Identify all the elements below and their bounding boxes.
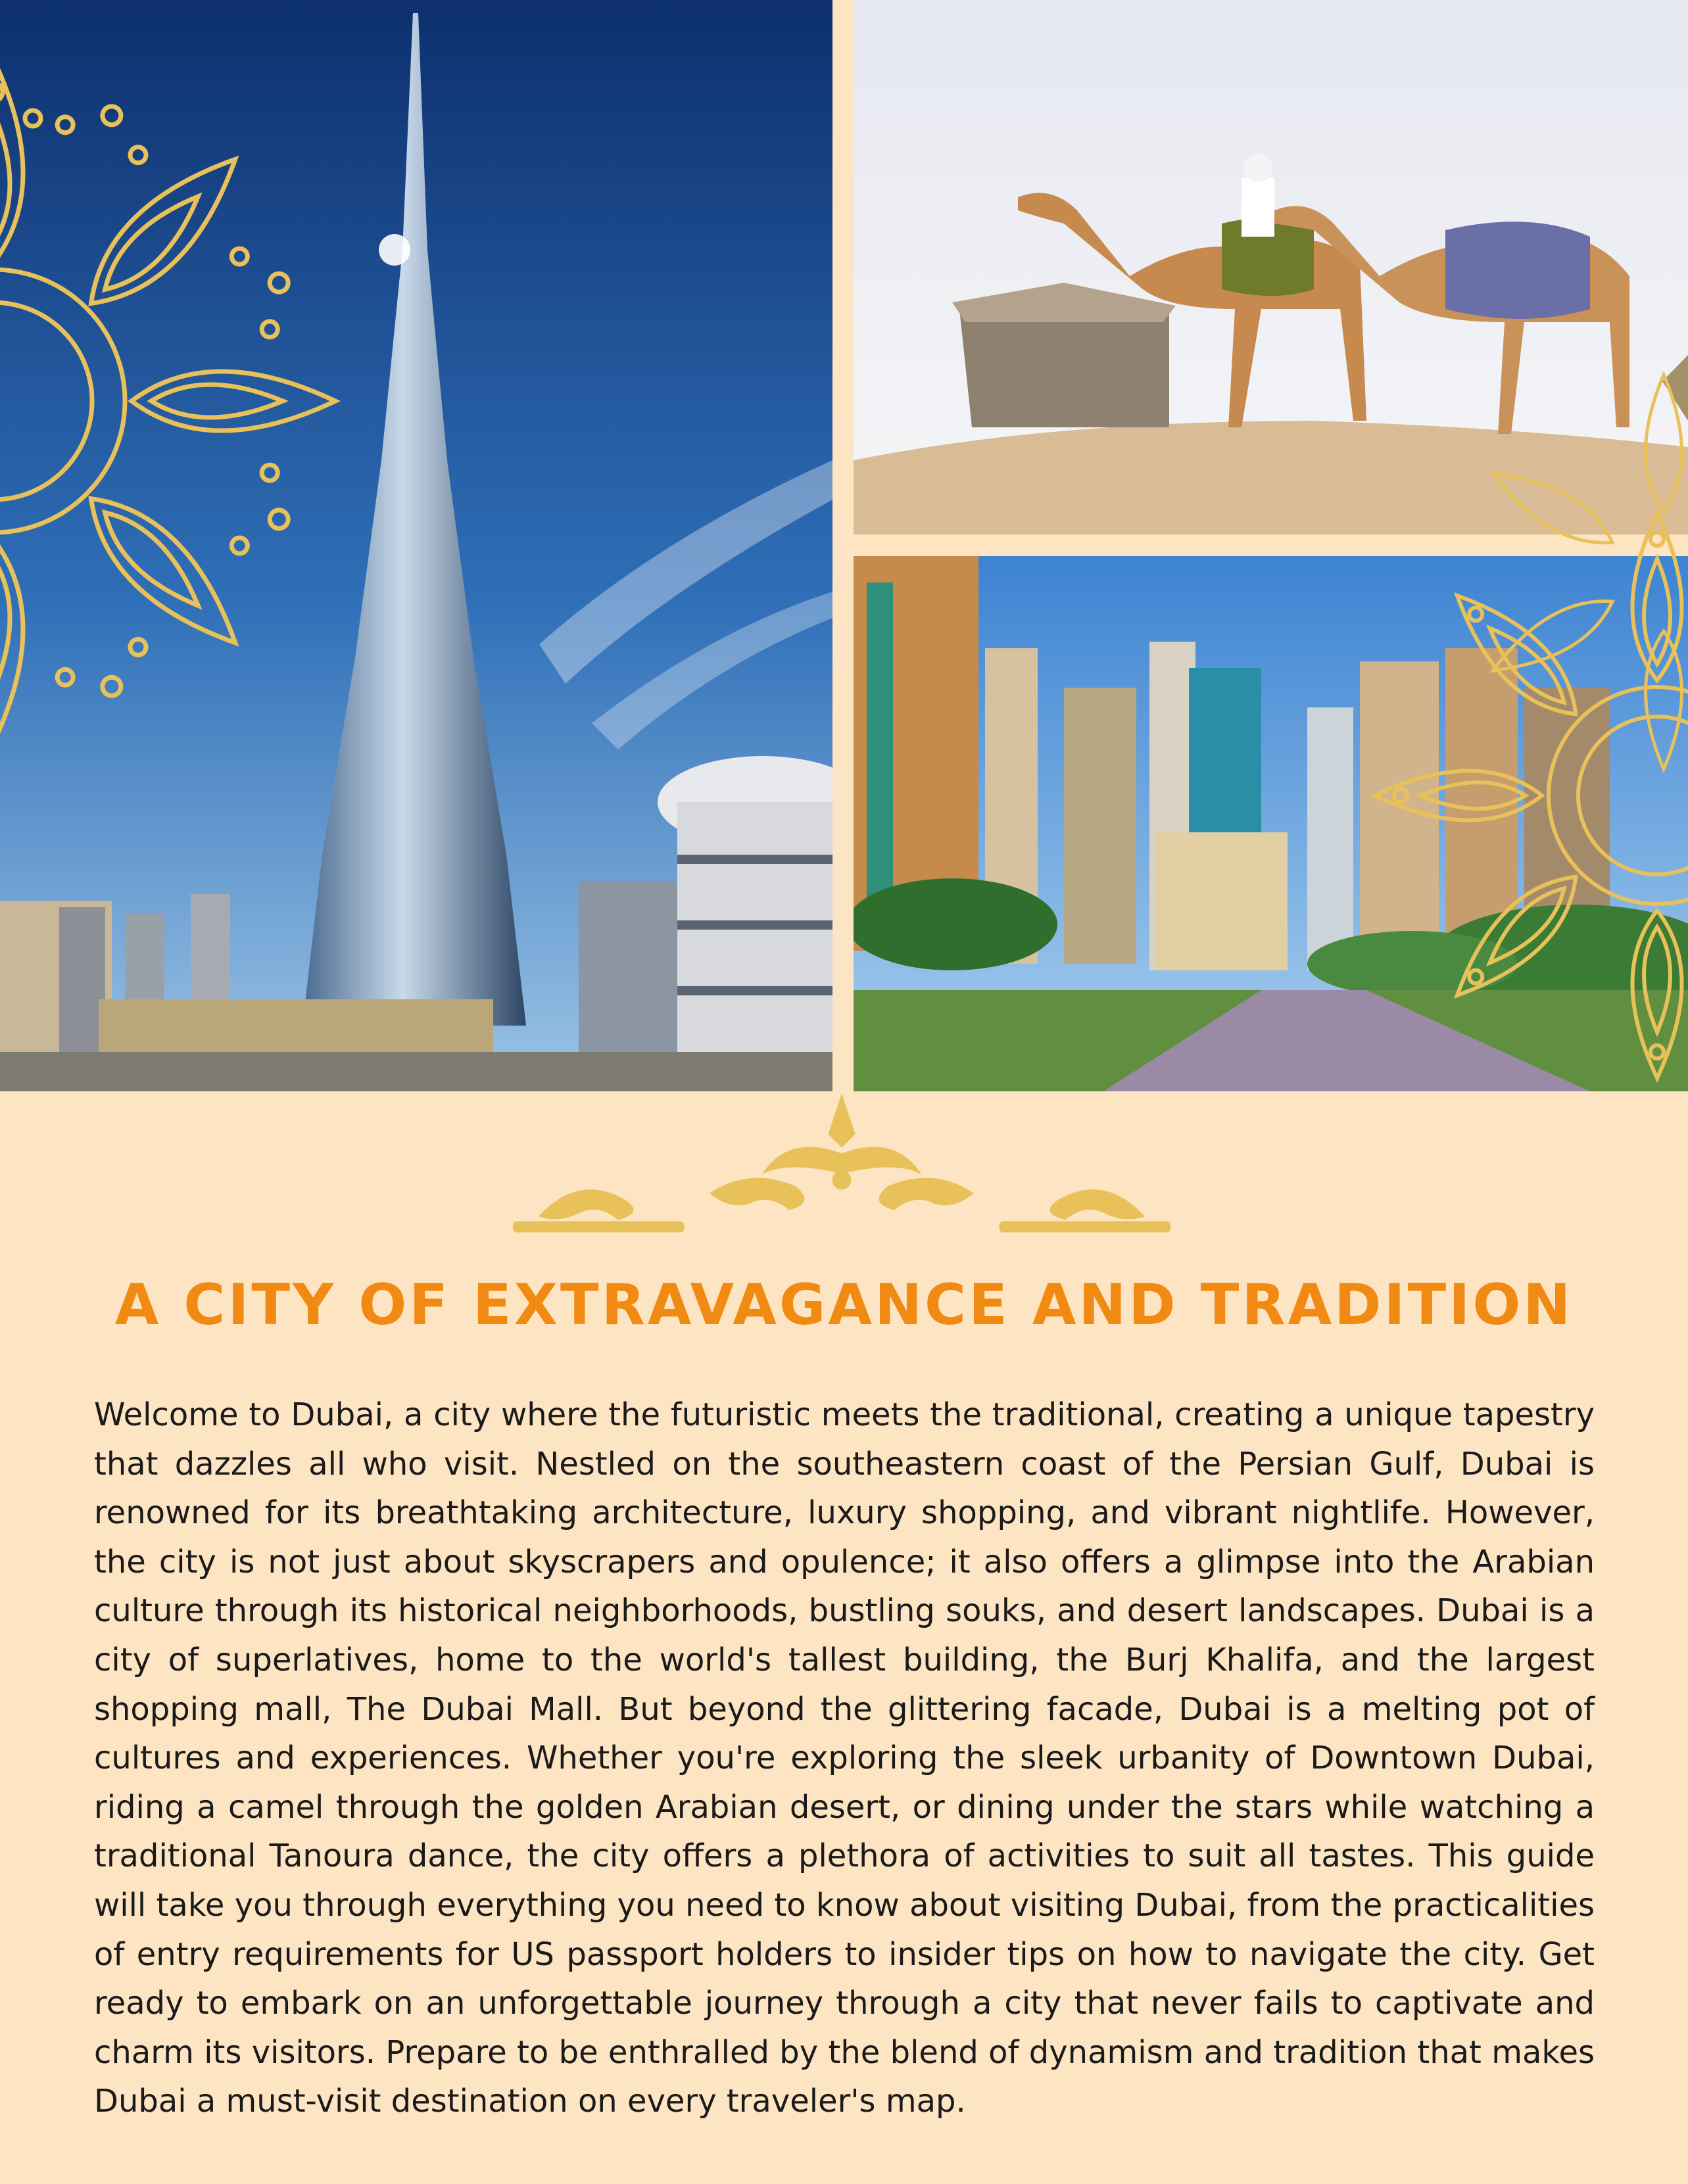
burj-khalifa-photo [0, 0, 832, 1091]
camels-desert-photo [854, 0, 1688, 534]
intro-paragraph: Welcome to Dubai, a city where the futuristic meets the traditional, creating a unique tapestry that dazzles all who visit. Nestled on the southeastern coast of the Persian Gulf, Dubai is renowned for its breathtaking architecture, luxury shopping, and vibrant nightlife. However, the city is not just about skyscrapers and opulence; it also offers a glimpse into the Arabian culture through its historical neighborhoods, bustling souks, and desert landscapes. Dubai is a city of superlatives, home to the world's tallest building, the Burj Khalifa, and the largest shopping mall, The Dubai Mall. But beyond the glittering facade, Dubai is a melting pot of cultures and experiences. Whether you're exploring the sleek urbanity of Downtown Dubai, riding a camel through the golden Arabian desert, or dining under the stars while watching a traditional Tanoura dance, the city offers a plethora of activities to suit all tastes. This guide will take you through everything you need to know about visiting Dubai, from the practicalities of entry requirements for US passport holders to insider tips on how to navigate the city. Get ready to embark on an unforgettable journey through a city that never fails to captivate and charm its visitors. Prepare to be enthralled by the blend of dynamism and tradition that makes Dubai a must-visit destination on every traveler's map. [94, 1396, 1595, 2120]
dubai-marina-photo [854, 556, 1688, 1091]
page-title: A CITY OF EXTRAVAGANCE AND TRADITION [114, 1272, 1574, 1338]
gold-scroll-ornament [513, 1095, 1170, 1246]
